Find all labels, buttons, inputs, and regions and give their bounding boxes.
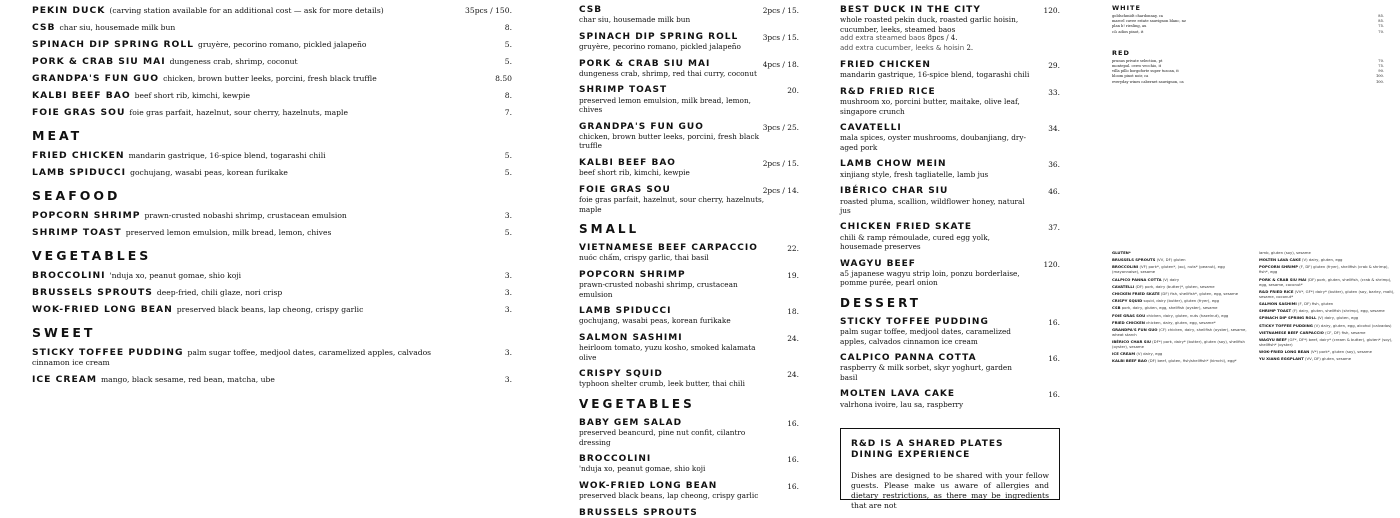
menu-item-pork-crab-siu-mai (579, 60, 799, 79)
allergen-text: (CF, DF) fish, sesame (1325, 329, 1366, 335)
wine-label: villa pillo borgoforte super tuscan, it (1112, 69, 1179, 74)
menu-item-name: VIETNAMESE BEEF CARPACCIO (579, 242, 758, 253)
allergen-text: (DF) beef, gluten, fish/shellfish* (kimchi), egg* (1148, 358, 1237, 364)
menu-item-cavatelli (840, 124, 1060, 152)
wine-row (1112, 30, 1384, 35)
menu-item-spinach-dip-spring-roll (579, 33, 799, 52)
section-title-sweet: SWEET (32, 325, 96, 340)
menu-item-desc: gruyère, pecorino romano, pickled jalapeño (579, 42, 741, 52)
menu-item-desc: dungeness crab, shrimp, red thai curry, coconut (579, 69, 757, 79)
menu-item-price: 5. (504, 40, 512, 49)
menu-item-wok-fried-long-bean (579, 482, 799, 501)
menu-item-price: 8.50 (495, 74, 512, 83)
wine-label: c& adios pinot, it (1112, 29, 1144, 34)
menu-item-desc: roasted pluma, scallion, wildflower honey, natural jus (840, 196, 1025, 215)
allergen-dish: VIETNAMESE BEEF CARPACCIO (1259, 329, 1324, 335)
menu-item-price: 2pcs / 14. (762, 185, 799, 195)
allergen-dish: SHRIMP TOAST (1259, 308, 1292, 314)
allergen-dish: MOLTEN LAVA CAKE (1259, 257, 1301, 263)
menu-item-popcorn-shrimp (32, 211, 512, 221)
allergen-text: (V) dairy, gluten, egg (1317, 315, 1359, 321)
menu-item-desc: chili & ramp rémoulade, cured egg yolk, housemade preserves (840, 232, 990, 252)
allergen-dish: WOK-FRIED LONG BEAN (1259, 349, 1310, 355)
wine-section-white: WHITE (1112, 4, 1141, 12)
menu-item-price: 16. (1048, 317, 1060, 327)
allergen-text: pork, dairy, gluten, egg, shellfish (oyster), sesame (1121, 305, 1218, 311)
wine-price: 85. (1378, 14, 1384, 18)
menu-item-price: 37. (1048, 223, 1060, 233)
menu-item-name: POPCORN SHRIMP (32, 210, 141, 221)
menu-item-grandpa-s-fun-guo (579, 123, 799, 151)
wine-label: bloom pinot noir, ca (1112, 74, 1149, 79)
menu-item-name: MOLTEN LAVA CAKE (840, 389, 956, 400)
wine-red-list (1112, 59, 1384, 85)
menu-item-name: BABY GEM SALAD (579, 417, 683, 428)
menu-item-price: 24. (787, 333, 799, 343)
menu-item-name: CSB (579, 5, 603, 15)
menu-item-ice-cream (32, 375, 512, 385)
menu-item-name: CRISPY SQUID (579, 368, 663, 379)
allergen-dish: BRUSSELS SPROUTS (1112, 257, 1156, 263)
wine-section-red: RED (1112, 48, 1130, 57)
menu-item-foie-gras-sou (579, 186, 799, 214)
menu-item-price: 3. (504, 211, 512, 220)
menu-item-desc: preserved lemon emulsion, milk bread, lemon, chives (125, 228, 332, 237)
menu-item-name: KALBI BEEF BAO (32, 90, 131, 101)
menu-item-csb (579, 6, 799, 25)
allergen-row (1112, 291, 1252, 296)
menu-item-lamb-chow-mein (840, 160, 1060, 179)
menu-item-desc: nuóc chấm, crispy garlic, thai basil (579, 253, 709, 263)
menu-item-popcorn-shrimp (579, 271, 799, 299)
menu-item-price: 5. (504, 168, 512, 177)
allergen-column-1 (1112, 250, 1252, 500)
addon-steamed-baos (840, 34, 1030, 43)
menu-item-fried-chicken (32, 151, 512, 161)
allergen-row (1112, 313, 1252, 318)
menu-item-desc: mushroom xo, porcini butter, maitake, olive leaf, singapore crunch (840, 97, 1020, 116)
menu-item-name: STICKY TOFFEE PUDDING (32, 347, 184, 358)
menu-item-price: 19. (787, 270, 799, 280)
section-title-seafood: SEAFOOD (32, 188, 121, 203)
menu-item-price: 4pcs / 18. (762, 59, 799, 69)
menu-item-desc: dungeness crab, shrimp, coconut (169, 57, 298, 66)
menu-item-desc: mandarin gastrique, 16-spice blend, togarashi chili (128, 151, 326, 160)
menu-item-shrimp-toast (579, 86, 799, 114)
menu-item-name: LAMB CHOW MEIN (840, 159, 947, 170)
menu-item-name: BRUSSELS SPROUTS (579, 507, 698, 518)
menu-item-name: SPINACH DIP SPRING ROLL (32, 39, 195, 50)
wine-list (1112, 4, 1384, 98)
section-title-small: SMALL (579, 221, 640, 236)
menu-item-name: CSB (32, 22, 56, 33)
menu-item-wagyu-beef (840, 260, 1060, 288)
menu-item-sticky-toffee-pudding (840, 318, 1060, 346)
menu-item-price: 3. (504, 348, 512, 357)
menu-item-broccolini (32, 271, 512, 281)
addon-cucumber-leeks (840, 44, 1030, 53)
menu-item-price: 36. (1048, 160, 1060, 170)
menu-item-desc: foie gras parfait, hazelnut, sour cherry, hazelnuts, maple (579, 195, 765, 214)
allergen-row (1112, 298, 1252, 303)
section-title-meat: MEAT (32, 128, 83, 143)
menu-item-name: CAVATELLI (840, 123, 902, 134)
menu-item-desc: preserved lemon emulsion, milk bread, lemon, chives (579, 95, 751, 115)
menu-item-desc: prawn-crusted nobashi shrimp, crustacean emulsion (579, 280, 738, 299)
menu-item-name: IBÉRICO CHAR SIU (840, 186, 949, 197)
menu-item-sticky-toffee-pudding (32, 348, 512, 368)
menu-item-desc: prawn-crusted nobashi shrimp, crustacean emulsion (144, 211, 347, 220)
menu-item-name: FRIED CHICKEN (32, 150, 125, 161)
menu-item-crispy-squid (579, 370, 799, 389)
menu-item-price: 35pcs / 150. (465, 6, 512, 15)
menu-item-price: 2pcs / 15. (762, 158, 799, 168)
allergen-row (1259, 315, 1399, 320)
allergen-dish: BROCCOLINI (1112, 264, 1139, 270)
allergen-row (1259, 257, 1399, 262)
menu-panel-large-plates (840, 6, 1060, 500)
allergen-text: (VV, DF) gluten (1156, 257, 1186, 263)
wine-row (1112, 80, 1384, 85)
menu-item-name: SHRIMP TOAST (32, 227, 122, 238)
menu-item-price: 5. (504, 228, 512, 237)
wine-label: goldschmidt chardonnay, ca (1112, 14, 1163, 18)
allergen-text: (VV, DF) gluten, sesame (1305, 356, 1352, 362)
menu-item-ib-rico-char-siu (840, 187, 1060, 215)
allergen-text: (V) dairy, gluten, egg (1302, 257, 1343, 263)
menu-item-price: 120. (1043, 6, 1060, 15)
menu-item-desc: palm sugar toffee, medjool dates, caramelized apples, calvados cinnamon ice cream (840, 327, 1011, 346)
allergen-dish: IBÉRICO CHAR SIU (1112, 339, 1151, 345)
allergen-row (1112, 327, 1252, 337)
allergen-dish: KALBI BEEF BAO (1112, 358, 1147, 364)
menu-item-price: 3pcs / 25. (762, 122, 799, 132)
allergen-text: lamb, gluten (soy), sesame (1259, 250, 1311, 255)
menu-item-desc: chicken, brown butter leeks, porcini, fresh black truffle (579, 132, 760, 151)
menu-item-shrimp-toast (32, 228, 512, 238)
allergen-dish: CSB (1112, 305, 1121, 311)
menu-item-calpico-panna-cotta (840, 354, 1060, 382)
allergen-text: (DF) pork, dairy (butter)*, gluten, sesame (1135, 283, 1215, 289)
allergen-text: (F, DF) fish, gluten (1298, 300, 1334, 306)
allergen-column-2 (1259, 250, 1399, 500)
section-title-vegetables: VEGETABLES (32, 248, 152, 263)
wine-label: montepul. cerro vecchio, it (1112, 64, 1162, 69)
menu-item-wok-fried-long-bean (32, 305, 512, 315)
allergen-dish: GRANDPA'S FUN GUO (1112, 326, 1158, 332)
allergen-text: (F, DF) gluten (fryer), shellfish (crab & shrimp), fish*, egg (1259, 264, 1389, 275)
menu-item-desc: gochujang, wasabi peas, korean furikake (130, 168, 288, 177)
allergen-row (1112, 351, 1252, 356)
menu-item-name: BEST DUCK IN THE CITY (840, 5, 981, 15)
menu-item-csb (32, 23, 512, 33)
wine-label: everyday wines cabernet sauvignon, ca (1112, 79, 1184, 84)
menu-item-desc: mala spices, oyster mushrooms, doubanjiang, dry-aged pork (840, 133, 1026, 152)
menu-item-price: 5. (504, 57, 512, 66)
menu-item-lamb-spiducci (579, 307, 799, 326)
allergen-text: chicken, dairy, gluten, nuts (hazelnut), egg (1146, 312, 1229, 318)
menu-item-price: 20. (787, 86, 799, 96)
menu-item-brussels-sprouts (579, 509, 799, 518)
menu-panel-dim-sum (579, 5, 799, 518)
allergen-dish: CRISPY SQUID (1112, 298, 1143, 304)
menu-item-name: BROCCOLINI (579, 454, 652, 464)
menu-item-price: 7. (504, 108, 512, 117)
allergen-text: (DF) pork, gluten, shellfish, (crab & shrimp), egg, sesame, coconut* (1259, 276, 1392, 287)
menu-item-name: KALBI BEEF BAO (579, 157, 676, 168)
menu-item-kalbi-beef-bao (579, 159, 799, 178)
allergen-text: (DF) fish, shellfish*, gluten, egg, sesame (1160, 290, 1239, 296)
menu-item-name: STICKY TOFFEE PUDDING (840, 316, 989, 327)
allergen-row (1259, 337, 1399, 347)
wine-label: plan b! riesling, au (1112, 24, 1147, 29)
wine-white-list (1112, 14, 1384, 35)
menu-item-pekin-duck (32, 6, 512, 16)
notice-title: R&D IS A SHARED PLATES DINING EXPERIENCE (851, 439, 1004, 460)
wine-price: 75. (1378, 64, 1384, 69)
menu-item-desc: char siu, housemade milk bun (59, 23, 176, 32)
menu-item-price: 34. (1048, 124, 1060, 134)
allergen-text: (V) dairy (1162, 276, 1180, 282)
menu-item-name: LAMB SPIDUCCI (32, 167, 127, 178)
menu-item-price: 3. (504, 375, 512, 384)
menu-item-price: 33. (1048, 87, 1060, 97)
wine-price: 85. (1378, 19, 1384, 24)
menu-item-price: 16. (1048, 353, 1060, 363)
menu-item-name: SPINACH DIP SPRING ROLL (579, 31, 739, 42)
menu-item-best-duck (840, 6, 1060, 53)
menu-item-desc: foie gras parfait, hazelnut, sour cherry, hazelnuts, maple (129, 108, 348, 117)
allergen-text: (DF*) pork, dairy* (butter), gluten (soy), shellfish (oyster), sesame (1112, 339, 1245, 350)
allergen-dish: STICKY TOFFEE PUDDING (1259, 322, 1313, 328)
wine-price: 75. (1378, 24, 1384, 29)
menu-item-price: 3pcs / 15. (762, 32, 799, 42)
menu-item-name: WAGYU BEEF (840, 258, 916, 269)
allergen-row (1259, 250, 1399, 255)
menu-item-broccolini (579, 455, 799, 474)
allergen-text: chicken, dairy, gluten, egg, sesame* (1146, 319, 1216, 325)
allergen-dish: CAVATELLI (1112, 283, 1135, 289)
large-plates-list (840, 61, 1060, 288)
allergen-dish: PORK & CRAB SIU MAI (1259, 276, 1307, 282)
menu-item-pork-crab-siu-mai (32, 57, 512, 67)
allergen-row (1259, 308, 1399, 313)
allergen-text: (GF*, DF*) beef, dairy* (cream & butter), gluten* (soy), shellfish* (oyster) (1259, 336, 1393, 347)
menu-item-price: 46. (1048, 187, 1060, 197)
addon-price: 2. (966, 43, 974, 52)
menu-item-name: SALMON SASHIMI (579, 332, 683, 343)
allergen-row (1259, 356, 1399, 361)
menu-item-price: 16. (787, 418, 799, 428)
menu-item-desc: char siu, housemade milk bun (579, 15, 691, 25)
menu-item-desc: 'nduja xo, peanut gomae, shio koji (579, 464, 706, 474)
allergen-row (1259, 264, 1399, 274)
dessert-list (840, 318, 1060, 409)
menu-item-price: 120. (1043, 259, 1060, 269)
menu-item-desc: palm sugar toffee, medjool dates, caramelized apples, calvados cinnamon ice cream (32, 348, 432, 367)
allergen-row (1112, 339, 1252, 349)
allergen-row (1112, 284, 1252, 289)
menu-item-desc: gruyère, pecorino romano, pickled jalapeño (198, 40, 367, 49)
allergen-row (1112, 358, 1252, 363)
menu-item-spinach-dip-spring-roll (32, 40, 512, 50)
menu-item-desc: beef short rib, kimchi, kewpie (134, 91, 250, 100)
menu-item-desc: whole roasted pekin duck, roasted garlic hoisin, cucumber, leeks, steamed baos (840, 15, 1019, 34)
menu-item-desc: heirloom tomato, yuzu kosho, smoked kalamata olive (579, 343, 756, 362)
allergen-dish: ICE CREAM (1112, 351, 1136, 357)
menu-item-price: 5. (504, 151, 512, 160)
allergen-text: (V) dairy, egg (1136, 351, 1163, 357)
allergen-text: (CF) chicken, dairy, shellfish (oyster), sesame, wheat starch (1112, 326, 1247, 337)
menu-item-price: 16. (787, 481, 799, 491)
menu-item-name: FOIE GRAS SOU (579, 184, 671, 195)
allergen-text: squid, dairy (butter), gluten (fryer), egg (1143, 298, 1219, 304)
menu-item-desc: raspberry & milk sorbet, skyr yoghurt, garden basil (840, 363, 1012, 382)
menu-item-salmon-sashimi (579, 334, 799, 362)
menu-item-desc: preserved black beans, lap cheong, crispy garlic (176, 305, 364, 314)
menu-item-name: BROCCOLINI (32, 270, 106, 281)
menu-item-desc: gochujang, wasabi peas, korean furikake (579, 316, 731, 326)
menu-item-desc: deep-fried, chili glaze, nori crisp (156, 288, 283, 297)
menu-item-desc: xinjiang style, fresh tagliatelle, lamb jus (840, 169, 989, 179)
menu-item-price: 29. (1048, 61, 1060, 71)
menu-item-fried-chicken (840, 61, 1060, 80)
wine-label: prunus private selection, pt (1112, 58, 1163, 63)
menu-item-grandpa-s-fun-guo (32, 74, 512, 84)
menu-item-desc: valrhona ivoire, lau sa, raspberry (840, 399, 964, 409)
menu-item-brussels-sprouts (32, 288, 512, 298)
wine-price: 100. (1375, 74, 1384, 79)
menu-item-desc: mandarin gastrique, 16-spice blend, togarashi chili (840, 70, 1030, 80)
menu-item-name: CHICKEN FRIED SKATE (840, 222, 973, 233)
section-title-vegetables-2: VEGETABLES (579, 396, 695, 411)
allergen-dish: GLUTEN* (1112, 250, 1131, 255)
menu-item-name: R&D FRIED RICE (840, 86, 936, 97)
allergen-dish: R&D FRIED RICE (1259, 288, 1294, 294)
menu-item-foie-gras-sou (32, 108, 512, 118)
allergen-dish: POPCORN SHRIMP (1259, 264, 1299, 270)
wine-price: 70. (1378, 58, 1384, 63)
shared-plates-notice (840, 428, 1060, 510)
allergen-row (1112, 277, 1252, 282)
allergen-row (1112, 250, 1252, 255)
menu-item-desc: beef short rib, kimchi, kewpie (579, 168, 690, 178)
menu-item-name: FOIE GRAS SOU (32, 107, 126, 118)
allergen-row (1112, 320, 1252, 325)
menu-item-desc: a5 japanese wagyu strip loin, ponzu borderlaise, pomme purée, pearl onion (840, 268, 1020, 288)
allergen-row (1259, 330, 1399, 335)
allergen-dish: SALMON SASHIMI (1259, 300, 1297, 306)
allergen-row (1259, 277, 1399, 287)
menu-item-price: 8. (504, 91, 512, 100)
menu-item-price: 3. (504, 288, 512, 297)
menu-item-desc: 'nduja xo, peanut gomae, shio koji (109, 271, 242, 280)
menu-item-price: 8. (504, 23, 512, 32)
menu-item-price: 16. (1048, 390, 1060, 400)
menu-item-r-d-fried-rice (840, 88, 1060, 116)
menu-panel-snacks (32, 6, 512, 500)
menu-item-desc: preserved beancurd, pine nut confit, cilantro dressing (579, 428, 746, 447)
notice-body: Dishes are designed to be shared with your fellow guests. Please make us aware of allergies and dietary restrictions, as there may be ingredients that are not (851, 471, 1049, 510)
menu-item-price: 24. (787, 369, 799, 379)
menu-item-name: PEKIN DUCK (32, 5, 106, 16)
menu-item-price: 16. (787, 455, 799, 464)
menu-item-name: ICE CREAM (32, 374, 97, 385)
allergen-row (1112, 305, 1252, 310)
menu-item-name: FRIED CHICKEN (840, 60, 931, 71)
allergen-dish: FRIED CHICKEN (1112, 319, 1145, 325)
allergen-dish: YU XIANG EGGPLANT (1259, 356, 1304, 362)
menu-item-desc: mango, black sesame, red bean, matcha, ube (100, 375, 275, 384)
menu-item-baby-gem-salad (579, 419, 799, 447)
wine-price: 100. (1375, 79, 1384, 84)
menu-item-price: 3. (504, 305, 512, 314)
allergen-row (1259, 349, 1399, 354)
menu-item-lamb-spiducci (32, 168, 512, 178)
menu-item-price: 2pcs / 15. (762, 6, 799, 15)
menu-item-chicken-fried-skate (840, 223, 1060, 251)
allergen-dish: CALPICO PANNA COTTA (1112, 276, 1162, 282)
allergen-text: (VV*, GF*) dairy* (butter), gluten (soy, barley, malt), sesame, coconut* (1259, 288, 1395, 299)
allergen-dish: FOIE GRAS SOU (1112, 312, 1146, 318)
allergen-text: (VF) pork*, gluten*, (xo), nuts* (peanut), egg (mayonnaise), sesame (1112, 264, 1225, 275)
allergen-row (1259, 289, 1399, 299)
allergen-row (1112, 257, 1252, 262)
wine-price: 90. (1378, 69, 1384, 74)
allergen-text: (V*) pork*, gluten (soy), sesame (1310, 349, 1372, 355)
menu-item-name: PORK & CRAB SIU MAI (579, 58, 711, 69)
menu-item-name: GRANDPA'S FUN GUO (32, 73, 160, 84)
allergen-text: (F) dairy, gluten, shellfish (shrimp), egg, sesame (1292, 308, 1385, 314)
menu-item-name: LAMB SPIDUCCI (579, 305, 672, 316)
menu-item-kalbi-beef-bao (32, 91, 512, 101)
menu-item-price: 22. (787, 243, 799, 253)
allergen-dish: WAGYU BEEF (1259, 336, 1287, 342)
allergen-dish: CHICKEN FRIED SKATE (1112, 290, 1160, 296)
menu-item-desc: typhoon shelter crumb, leek butter, thai chili (579, 379, 745, 389)
menu-item-name: PORK & CRAB SIU MAI (32, 56, 166, 67)
section-title-dessert: DESSERT (840, 295, 921, 310)
addon-label: add extra cucumber, leeks & hoisin (840, 43, 965, 52)
menu-item-vietnamese-beef-carpaccio (579, 244, 799, 263)
addon-label: add extra steamed baos (840, 34, 926, 43)
wine-label: marcel cuvee estate sauvignon blanc, nz (1112, 19, 1186, 24)
menu-item-molten-lava-cake (840, 390, 1060, 409)
menu-item-desc: chicken, brown butter leeks, porcini, fresh black truffle (163, 74, 377, 83)
addon-price: 8pcs / 4. (927, 34, 958, 43)
menu-item-name: WOK-FRIED LONG BEAN (579, 480, 718, 491)
allergen-dish: SPINACH DIP SPRING ROLL (1259, 315, 1317, 321)
allergen-text: (V) dairy, gluten, egg, alcohol (calvados) (1314, 322, 1392, 328)
menu-item-price: 18. (787, 306, 799, 316)
allergen-row (1259, 301, 1399, 306)
menu-item-desc: (carving station available for an additional cost — ask for more details) (109, 6, 384, 15)
menu-item-price: 3. (504, 271, 512, 280)
menu-item-name: SHRIMP TOAST (579, 85, 668, 96)
menu-item-name: POPCORN SHRIMP (579, 269, 686, 280)
allergen-row (1112, 264, 1252, 274)
allergen-row (1259, 323, 1399, 328)
wine-price: 70. (1378, 29, 1384, 34)
menu-item-desc: preserved black beans, lap cheong, crispy garlic (579, 491, 759, 501)
menu-item-name: GRANDPA'S FUN GUO (579, 121, 704, 132)
menu-item-name: CALPICO PANNA COTTA (840, 352, 977, 363)
menu-item-name: WOK-FRIED LONG BEAN (32, 304, 173, 315)
menu-item-name: BRUSSELS SPROUTS (32, 287, 153, 298)
